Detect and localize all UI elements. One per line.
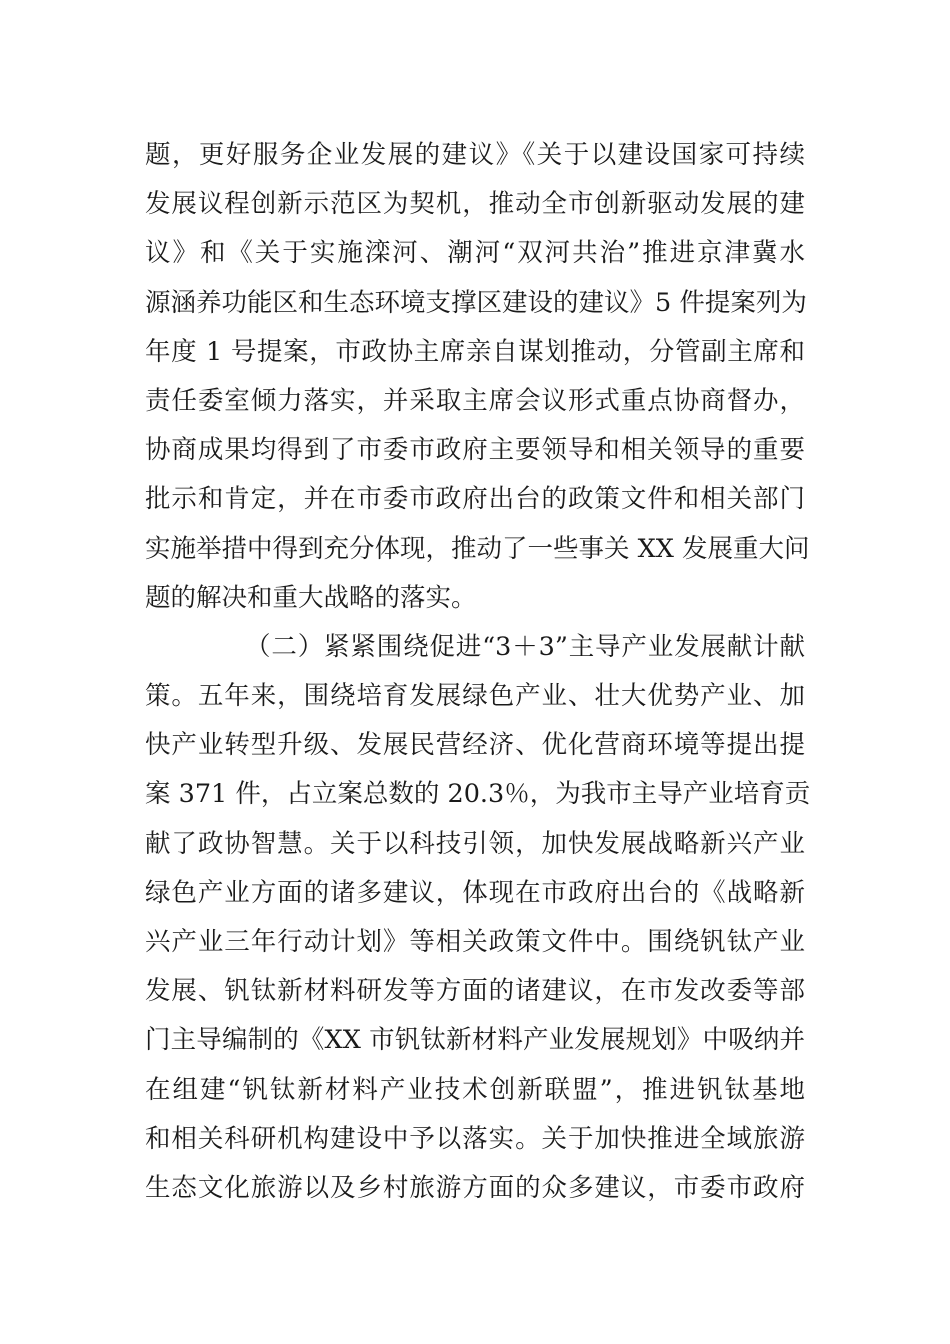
text-line: 协商成果均得到了市委市政府主要领导和相关领导的重要 bbox=[145, 435, 805, 466]
text-line: 快产业转型升级、发展民营经济、优化营商环境等提出提 bbox=[145, 730, 805, 761]
text-line: 在组建“钒钛新材料产业技术创新联盟”，推进钒钛基地 bbox=[145, 1074, 805, 1105]
text-line: 门主导编制的《XX 市钒钛新材料产业发展规划》中吸纳并 bbox=[145, 1025, 805, 1056]
body-text bbox=[145, 131, 811, 1213]
text-line: 题，更好服务企业发展的建议》《关于以建设国家可持续 bbox=[145, 140, 805, 170]
text-line: 献了政协智慧。关于以科技引领，加快发展战略新兴产业 bbox=[145, 828, 805, 859]
text-line: 兴产业三年行动计划》等相关政策文件中。围绕钒钛产业 bbox=[145, 927, 805, 957]
text-line: 和相关科研机构建设中予以落实。关于加快推进全域旅游 bbox=[145, 1123, 805, 1154]
text-line: 议》和《关于实施滦河、潮河“双河共治”推进京津冀水 bbox=[145, 238, 805, 269]
text-line: 发展议程创新示范区为契机，推动全市创新驱动发展的建 bbox=[145, 189, 805, 220]
text-line: 策。五年来，围绕培育发展绿色产业、壮大优势产业、加 bbox=[145, 681, 805, 712]
text-line: 生态文化旅游以及乡村旅游方面的众多建议，市委市政府 bbox=[145, 1172, 805, 1203]
text-line: 发展、钒钛新材料研发等方面的诸建议，在市发改委等部 bbox=[145, 976, 805, 1007]
text-line: 源涵养功能区和生态环境支撑区建设的建议》5 件提案列为 bbox=[145, 287, 807, 318]
paragraph-end-line: 题的解决和重大战略的落实。 bbox=[145, 582, 477, 613]
text-line: 年度 1 号提案，市政协主席亲自谋划推动，分管副主席和 bbox=[145, 336, 805, 367]
text-line: 绿色产业方面的诸多建议，体现在市政府出台的《战略新 bbox=[145, 877, 805, 908]
text-line: 责任委室倾力落实，并采取主席会议形式重点协商督办， bbox=[145, 385, 805, 416]
text-line: 批示和肯定，并在市委市政府出台的政策文件和相关部门 bbox=[145, 484, 805, 515]
text-line: 案 371 件，占立案总数的 20.3％，为我市主导产业培育贡 bbox=[145, 779, 811, 810]
section-heading-line: （二）紧紧围绕促进“3＋3”主导产业发展献计献 bbox=[245, 631, 805, 662]
text-line: 实施举措中得到充分体现，推动了一些事关 XX 发展重大问 bbox=[145, 533, 810, 564]
